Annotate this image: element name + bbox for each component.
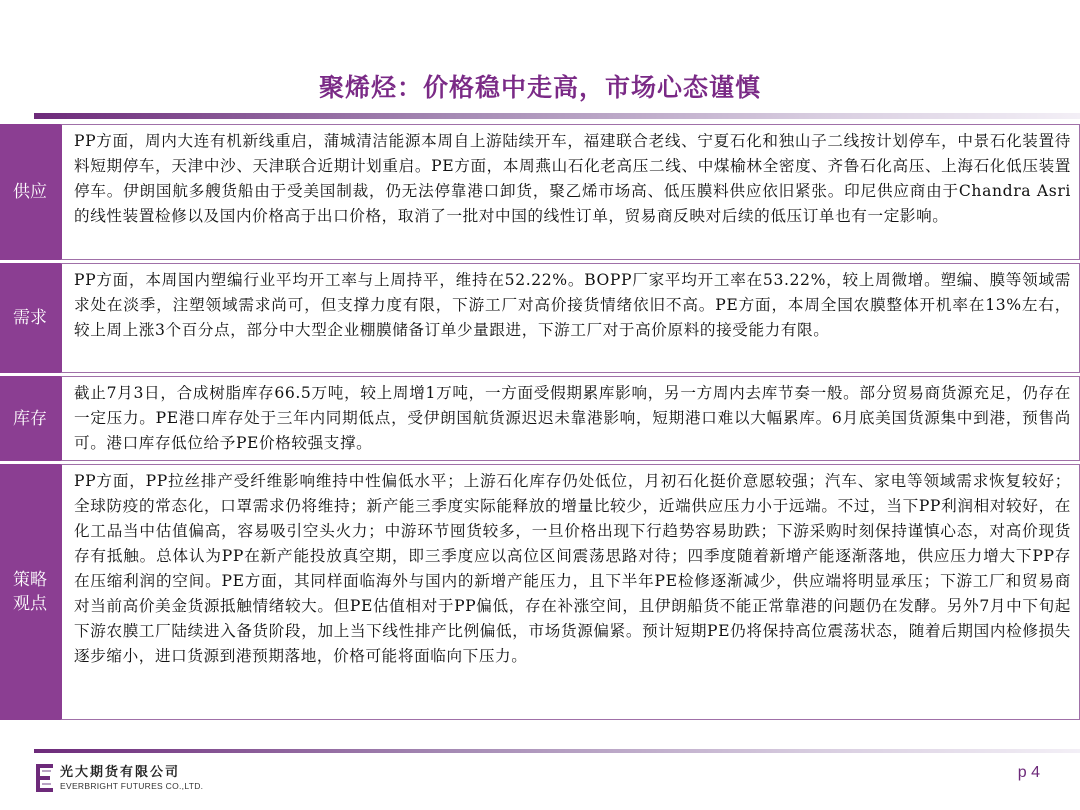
row-paragraph: PP方面，周内大连有机新线重启，蒲城清洁能源本周自上游陆续开车，福建联合老线、宁夏石化和独山子二线按计划停车，中景石化装置待料短期停车，天津中沙、天津联合近期计划重启。PE方面，本周燕山石化老高压二线、中煤榆林全密度、齐鲁石化高压、上海石化低压装置停车。伊朗国航多艘货船由于受美国制裁，仍无法停靠港口卸货，聚乙烯市场高、低压膜料供应依旧紧张。印尼供应商由于Chandra Asri的线性装置检修以及国内价格高于出口价格，取消了一批对中国的线性订单，贸易商反映对后续的低压订单也有一定影响。: [74, 132, 1071, 225]
everbright-logo-icon: [36, 764, 54, 792]
row-strategy: [0, 464, 1080, 723]
company-name-cn: 光大期货有限公司: [60, 765, 181, 780]
row-paragraph: PP方面，本周国内塑编行业平均开工率与上周持平，维持在52.22%。BOPP厂家平均开工率在53.22%，较上周微增。塑编、膜等领域需求处在淡季，注塑领域需求尚可，但支撑力度有限，下游工厂对高价接货情绪依旧不高。PE方面，本周全国农膜整体开机率在13%左右，较上周上涨3个百分点，部分中大型企业棚膜储备订单少量跟进，下游工厂对于高价原料的接受能力有限。: [74, 271, 1071, 339]
row-inventory: [0, 376, 1080, 464]
row-label-line: 策略: [13, 570, 47, 590]
row-label-line: 需求: [13, 308, 47, 328]
row-label: [0, 263, 60, 373]
row-paragraph: PP方面，PP拉丝排产受纤维影响维持中性偏低水平；上游石化库存仍处低位，月初石化挺价意愿较强；汽车、家电等领域需求恢复较好；全球防疫的常态化，口罩需求仍将维持；新产能三季度实际能释放的增量比较少，近端供应压力小于远端。不过，当下PP利润相对较好，在化工品当中估值偏高，容易吸引空头火力；中游环节囤货较多，一旦价格出现下行趋势容易助跌；下游采购时刻保持谨慎心态，对高价现货存有抵触。总体认为PP在新产能投放真空期，即三季度应以高位区间震荡思路对待；四季度随着新增产能逐渐落地，供应压力增大下PP存在压缩利润的空间。PE方面，其同样面临海外与国内的新增产能压力，且下半年PE检修逐渐减少，供应端将明显承压；下游工厂和贸易商对当前高价美金货源抵触情绪较大。但PE估值相对于PP偏低，存在补涨空间，且伊朗船货不能正常靠港的问题仍在发酵。另外7月中下旬起下游农膜工厂陆续进入备货阶段，加上当下线性排产比例偏低，市场货源偏紧。预计短期PE仍将保持高位震荡状态，随着后期国内检修损失逐步缩小，进口货源到港预期落地，价格可能将面临向下压力。: [74, 472, 1071, 665]
row-label: [0, 464, 60, 720]
row-text: [60, 464, 1080, 720]
row-supply: [0, 124, 1080, 263]
row-label: [0, 376, 60, 461]
page-number: p 4: [1017, 764, 1040, 781]
row-label-line: 库存: [13, 408, 47, 429]
company-logo: [36, 764, 203, 792]
title-divider: [34, 113, 1080, 119]
row-text: [60, 263, 1080, 373]
row-text: [60, 376, 1080, 461]
row-paragraph: 截止7月3日，合成树脂库存66.5万吨，较上周增1万吨，一方面受假期累库影响，另一方周内去库节奏一般。部分贸易商货源充足，仍存在一定压力。PE港口库存处于三年内同期低点，受伊朗国航货源迟迟未靠港影响，短期港口难以大幅累库。6月底美国货源集中到港，预售尚可。港口库存低位给予PE价格较强支撑。: [74, 384, 1071, 452]
row-text: [60, 124, 1080, 260]
footer-divider: [34, 749, 1080, 753]
company-name-en: EVERBRIGHT FUTURES CO.,LTD.: [60, 781, 204, 791]
content-table: [0, 124, 1080, 723]
row-label: [0, 124, 60, 260]
row-label-line: 观点: [13, 594, 47, 614]
row-demand: [0, 263, 1080, 376]
row-label-line: 供应: [13, 182, 47, 202]
page-title: 聚烯烃：价格稳中走高，市场心态谨慎: [318, 73, 761, 102]
